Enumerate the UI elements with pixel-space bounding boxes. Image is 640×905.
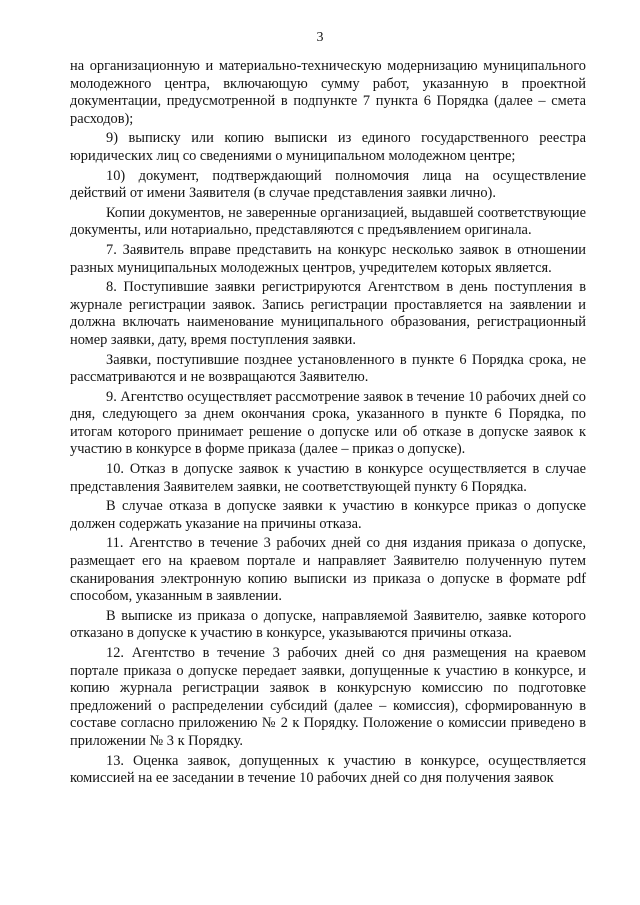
paragraph-refusal-reasons: В случае отказа в допуске заявки к участию в конкурсе приказ о допуске должен содержать указание на причины отказа. [70, 498, 586, 532]
paragraph-extract-reasons: В выписке из приказа о допуске, направляемой Заявителю, заявке которого отказано в допуске к участию в конкурсе, указываются причины отказа. [70, 607, 586, 642]
paragraph-clause-13: 13. Оценка заявок, допущенных к участию в конкурсе, осуществляется комиссией на ее заседании в течение 10 рабочих дней со дня получения заявок [70, 752, 586, 787]
paragraph-item-9: 9) выписку или копию выписки из единого государственного реестра юридических лиц со сведениями о муниципальном молодежном центре; [70, 130, 586, 164]
paragraph-clause-8: 8. Поступившие заявки регистрируются Агентством в день поступления в журнале регистрации заявок. Запись регистрации проставляется на заявлении и должна включать наименование муниципального образования, регистрационный номер заявки, дату, время поступления заявки. [70, 279, 586, 348]
paragraph-copies-note: Копии документов, не заверенные организацией, выдавшей соответствующие документы, или нотариально, представляются с предъявлением оригинала. [70, 204, 586, 239]
paragraph-clause-10: 10. Отказ в допуске заявок к участию в конкурсе осуществляется в случае представления Заявителем заявки, не соответствующей пункту 6 Порядка. [70, 461, 586, 495]
paragraph-clause-11: 11. Агентство в течение 3 рабочих дней со дня издания приказа о допуске, размещает его на краевом портале и направляет Заявителю полученную путем сканирования электронную копию выписки из приказа о допуске в формате pdf способом, указанным в заявлении. [70, 535, 586, 605]
paragraph-item-10: 10) документ, подтверждающий полномочия лица на осуществление действий от имени Заявителя (в случае представления заявки лично). [70, 167, 586, 202]
page-number: 3 [316, 30, 324, 45]
document-body [70, 58, 586, 788]
paragraph-clause-9: 9. Агентство осуществляет рассмотрение заявок в течение 10 рабочих дней со дня, следующего за днем окончания срока, указанного в пункте 6 Порядка, по итогам которого принимает решение о допуске или об отказе в допуске заявок к участию в конкурсе в форме приказа (далее – приказ о допуске). [70, 388, 586, 458]
paragraph-clause-7: 7. Заявитель вправе представить на конкурс несколько заявок в отношении разных муниципальных молодежных центров, учредителем которых является. [70, 241, 586, 276]
paragraph-continuation: на организационную и материально-техническую модернизацию муниципального молодежного центра, включающую сумму работ, указанную в проектной документации, предусмотренной в подпункте 7 пункта 6 Порядка (далее – смета расходов); [70, 58, 586, 127]
paragraph-clause-12: 12. Агентство в течение 3 рабочих дней со дня размещения на краевом портале приказа о допуске передает заявки, допущенные к участию в конкурсе, и копию журнала регистрации заявок в конкурсную комиссию по подготовке предложений о распределении субсидий (далее – комиссия), сформированную в составе согласно приложению № 2 к Порядку. Положение о комиссии приведено в приложении № 3 к Порядку. [70, 645, 586, 749]
paragraph-late-applications: Заявки, поступившие позднее установленного в пункте 6 Порядка срока, не рассматриваются и не возвращаются Заявителю. [70, 351, 586, 386]
